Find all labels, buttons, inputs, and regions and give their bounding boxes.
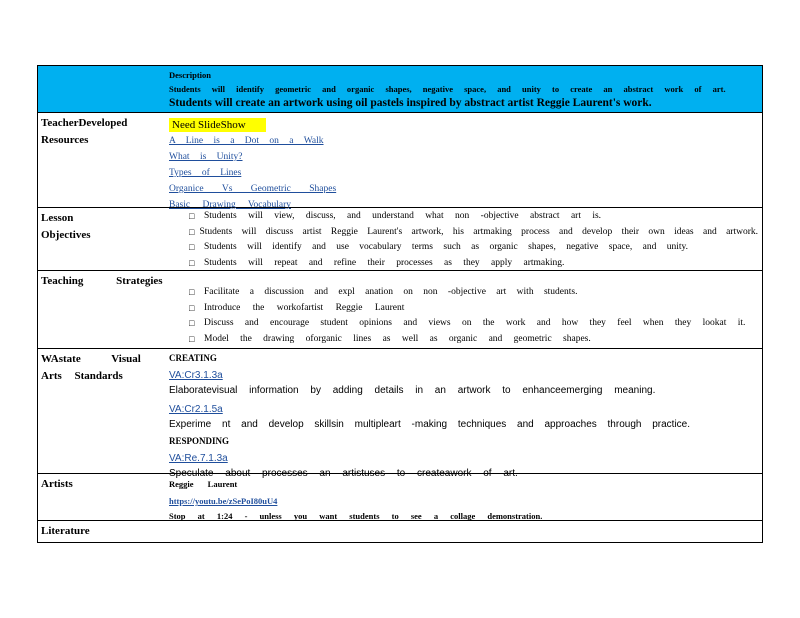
strategy-item: □ Discuss and encourage student opinions and views on the work and how they feel when they lookat it. [169, 316, 758, 332]
standards-content [169, 352, 758, 482]
literature-label: Literature [41, 525, 90, 537]
bullet-icon: □ [189, 226, 195, 237]
objectives-label [41, 210, 90, 244]
resources-content [169, 115, 758, 213]
bullet-icon: □ [189, 211, 195, 221]
description-content [169, 69, 758, 110]
standards-label-line-2: Arts Standards [41, 370, 123, 382]
objectives-label-line-2: Objectives [41, 229, 91, 241]
responding-heading: RESPONDING [169, 436, 230, 446]
artists-row [38, 474, 762, 521]
resources-row [38, 113, 762, 208]
standard-text-3: Speculate about processes an artistuses to createawork of art. [169, 468, 518, 479]
strategy-item: □ Model the drawing oforganic lines as well as organic and geometric shapes. [169, 332, 758, 348]
resources-label-line-2: Resources [41, 134, 89, 146]
objectives-row [38, 208, 762, 271]
standard-code-cr313a[interactable]: VA:Cr3.1.3a [169, 370, 223, 381]
resources-label-line-1: TeacherDeveloped [41, 117, 128, 129]
objective-item: □ Students will discuss artist Reggie Laurent's artwork, his artmaking process and develop their own ideas and artwork. [169, 225, 758, 241]
standards-row [38, 349, 762, 479]
creating-heading: CREATING [169, 353, 217, 363]
strategies-row [38, 271, 762, 349]
bullet-icon: □ [189, 318, 195, 328]
standard-text-2: Experime nt and develop skillsin multipleart -making techniques and approaches through practice. [169, 419, 691, 430]
description-line-1: Students will identify geometric and organic shapes, negative space, and unity to create an abstract work of art. [169, 84, 726, 94]
slideshow-highlight: Need SlideShow [169, 118, 266, 132]
description-row [38, 66, 762, 113]
objective-item: □ Students will repeat and refine their processes as they apply artmaking. [169, 256, 758, 272]
artists-label: Artists [41, 478, 73, 490]
link-what-is-unity[interactable]: What is Unity? [169, 152, 243, 162]
bullet-icon: □ [189, 257, 195, 268]
standard-code-cr215a[interactable]: VA:Cr2.1.5a [169, 404, 223, 415]
artist-note: Stop at 1:24 - unless you want students to see a collage demonstration. [169, 511, 543, 521]
artist-video-link[interactable]: https://youtu.be/zSePoI80uU4 [169, 496, 278, 506]
link-organic-vs-geometric[interactable]: Organice Vs Geometric Shapes [169, 184, 337, 194]
bullet-icon: □ [189, 333, 195, 344]
link-types-of-lines[interactable]: Types of Lines [169, 168, 242, 178]
artists-content [169, 478, 758, 524]
strategy-item: □ Introduce the workofartist Reggie Laurent [169, 301, 758, 317]
standards-label [41, 351, 141, 385]
objective-item: □ Students will view, discuss, and understand what non -objective abstract art is. [169, 209, 758, 225]
description-line-2: Students will create an artwork using oil pastels inspired by abstract artist Reggie Laurent's work. [169, 97, 652, 109]
resources-label [41, 115, 127, 149]
bullet-icon: □ [189, 302, 195, 313]
strategies-content [169, 285, 758, 347]
lesson-plan-table [37, 65, 763, 543]
strategy-item: □ Facilitate a discussion and expl anation on non -objective art with students. [169, 285, 758, 301]
strategies-label: Teaching Strategies [41, 275, 163, 287]
literature-row [38, 521, 762, 542]
artist-name: Reggie Laurent [169, 479, 238, 489]
link-basic-drawing-vocabulary[interactable]: Basic Drawing Vocabulary [169, 200, 292, 210]
bullet-icon: □ [189, 242, 195, 252]
standard-code-re713a[interactable]: VA:Re.7.1.3a [169, 453, 228, 464]
objectives-content [169, 209, 758, 271]
objective-item: □ Students will identify and use vocabulary terms such as organic shapes, negative space, and unity. [169, 240, 758, 256]
bullet-icon: □ [189, 287, 195, 297]
standard-text-1: Elaboratevisual information by adding details in an artwork to enhanceemerging meaning. [169, 385, 656, 396]
description-heading: Description [169, 70, 212, 80]
standards-label-line-1: WAstate Visual [41, 353, 141, 365]
objectives-label-line-1: Lesson [41, 212, 74, 224]
link-line-dot-walk[interactable]: A Line is a Dot on a Walk [169, 136, 324, 146]
